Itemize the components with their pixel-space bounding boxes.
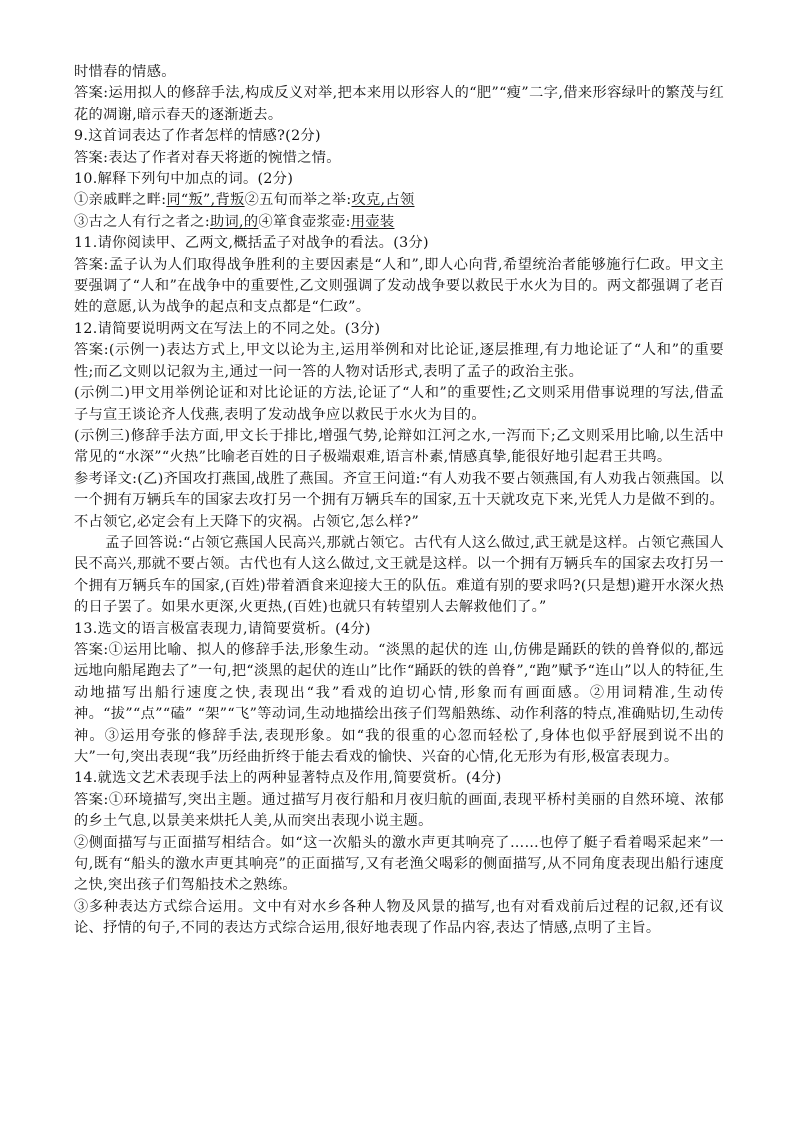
underlined-answer: 助词,的 [209, 213, 259, 230]
answer-14-point-2: ②侧面描写与正面描写相结合。如“这一次船头的激水声更其响亮了……也停了艇子看着喝采起来”一句,既有“船头的激水声更其响亮”的正面描写,又有老渔父喝彩的侧面描写,从不同角度表现出船行速度之快,突出孩子们驾船技术之熟练。 [74, 834, 724, 894]
answer-11: 答案:孟子认为人们取得战争胜利的主要因素是“人和”,即人心向背,希望统治者能够施行仁政。甲文主要强调了“人和”在战争中的重要性,乙文则强调了发动战争要以救民于水火为目的。两文都强调了老百姓的意愿,认为战争的起点和支点都是“仁政”。 [74, 256, 724, 316]
underlined-answer: 攻克,占领 [351, 192, 415, 209]
translation-paragraph-2: 孟子回答说:“占领它燕国人民高兴,那就占领它。古代有人这么做过,武王就是这样。占领它燕国人民不高兴,那就不要占领。古代也有人这么做过,文王就是这样。以一个拥有万辆兵车的国家去攻打另一个拥有万辆兵车的国家,(百姓)带着酒食来迎接大王的队伍。难道有别的要求吗?(只是想)避开水深火热的日子罢了。如果水更深,火更热,(百姓)也就只有转望别人去解救他们了。” [74, 534, 724, 616]
answer-paragraph: 答案:运用拟人的修辞手法,构成反义对举,把本来用以形容人的“肥”“瘦”二字,借来形容绿叶的繁茂与红花的凋谢,暗示春天的逐渐逝去。 [74, 85, 724, 123]
question-12: 12.请简要说明两文在写法上的不同之处。(3分) [74, 320, 381, 337]
question-11: 11.请你阅读甲、乙两文,概括孟子对战争的看法。(3分) [74, 235, 429, 252]
answer-14-point-3: ③多种表达方式综合运用。文中有对水乡各种人物及风景的描写,也有对看戏前后过程的记叙,还有议论、抒情的句子,不同的表达方式综合运用,很好地表现了作品内容,表达了情感,点明了主旨。 [74, 898, 724, 937]
answer-10-line-1 [74, 190, 724, 211]
question-13: 13.选文的语言极富表现力,请简要赏析。(4分) [74, 620, 371, 637]
translation-paragraph-1: 参考译文:(乙)齐国攻打燕国,战胜了燕国。齐宣王问道:“有人劝我不要占领燕国,有人劝我占领燕国。以一个拥有万辆兵车的国家去攻打另一个拥有万辆兵车的国家,五十天就攻克下来,光凭人力是做不到的。不占领它,必定会有上天降下的灾祸。占领它,怎么样?” [74, 470, 724, 530]
answer-9: 答案:表达了作者对春天将逝的惋惜之情。 [74, 149, 341, 166]
item-text: ④箪食壶浆壶: [258, 213, 351, 230]
item-text: ②五旬而举之举: [244, 192, 352, 209]
item-text: ③古之人有行之者之: [74, 213, 210, 230]
underlined-answer: 用壶装 [350, 213, 395, 230]
answer-12-example-1: 答案:(示例一)表达方式上,甲文以论为主,运用举例和对比论证,逐层推理,有力地论证了“人和”的重要性;而乙文则以记叙为主,通过一问一答的人物对话形式,表明了孟子的政治主张。 [74, 342, 724, 380]
text-line: 时惜春的情感。 [74, 64, 176, 80]
answer-13: 答案:①运用比喻、拟人的修辞手法,形象生动。“淡黑的起伏的连 山,仿佛是踊跃的铁的兽脊似的,都远远地向船尾跑去了”一句,把“淡黑的起伏的连山”比作“踊跃的铁的兽脊”,“跑”赋予“连山”以人的特征,生动地描写出船行速度之快,表现出“我”看戏的迫切心情,形象而有画面感。②用词精准,生动传神。“拔”“点”“磕” “架”“飞”等动词,生动地描绘出孩子们驾船熟练、动作利落的特点,准确贴切,生动传神。③运用夸张的修辞手法,表现形象。如“我的很重的心忽而轻松了,身体也似乎舒展到说不出的大”一句,突出表现“我”历经曲折终于能去看戏的愉快、兴奋的心情,化无形为有形,极富表现力。 [74, 641, 724, 765]
question-9: 9.这首词表达了作者怎样的情感?(2分) [74, 128, 321, 145]
question-10: 10.解释下列句中加点的词。(2分) [74, 171, 294, 188]
answer-12-example-3: (示例三)修辞手法方面,甲文长于排比,增强气势,论辩如江河之水,一泻而下;乙文则采用比喻,以生活中常见的“水深”“火热”比喻老百姓的日子极端艰难,语言朴素,情感真挚,能很好地引起君王共鸣。 [74, 427, 724, 466]
question-14: 14.就选文艺术表现手法上的两种显著特点及作用,简要赏析。(4分) [74, 770, 502, 787]
underlined-answer: 同“叛”,背叛 [166, 192, 245, 209]
answer-12-example-2: (示例二)甲文用举例论证和对比论证的方法,论证了“人和”的重要性;乙文则采用借事说理的写法,借孟子与宣王谈论齐人伐燕,表明了发动战争应以救民于水火为目的。 [74, 385, 724, 423]
document-page [74, 62, 724, 940]
item-text: ①亲戚畔之畔: [74, 192, 167, 209]
answer-14-point-1: 答案:①环境描写,突出主题。通过描写月夜行船和月夜归航的画面,表现平桥村美丽的自然环境、浓郁的乡土气息,以景美来烘托人美,从而突出表现小说主题。 [74, 791, 724, 830]
answer-10-line-2 [74, 212, 724, 233]
